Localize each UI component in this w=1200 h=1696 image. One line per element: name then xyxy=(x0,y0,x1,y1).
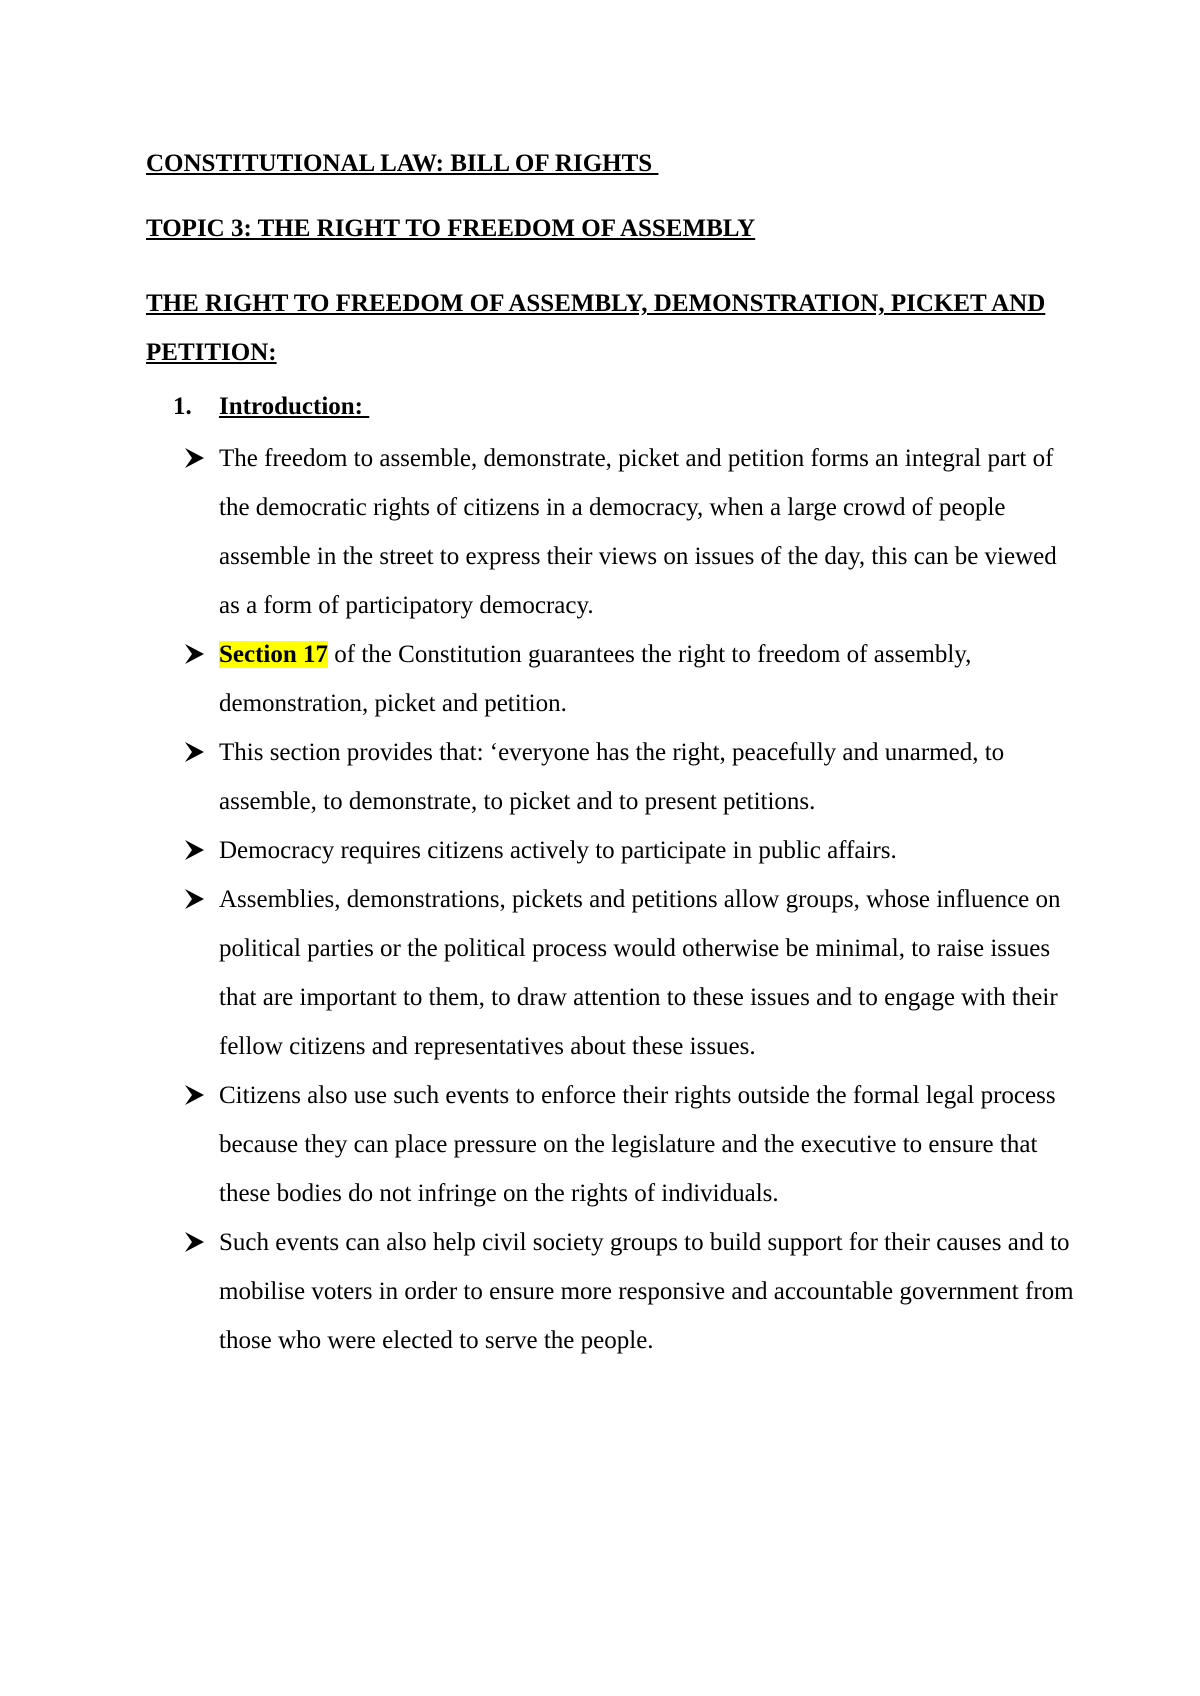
list-item xyxy=(183,728,1083,826)
list-item xyxy=(183,1071,1083,1218)
bullet-text: of the Constitution guarantees the right to freedom of assembly, demonstration, picket and petition. xyxy=(219,641,972,717)
section-number: 1. xyxy=(173,393,192,420)
highlighted-section-ref: Section 17 xyxy=(219,641,329,668)
section-label: Introduction: xyxy=(219,393,370,420)
arrowhead-bullet-icon xyxy=(183,447,205,469)
arrowhead-bullet-icon xyxy=(183,839,205,861)
bullet-text: Assemblies, demonstrations, pickets and petitions allow groups, whose influence on political parties or the political process would otherwise be minimal, to raise issues that are important to them, to draw attention to these issues and to engage with their fellow citizens and representatives about these issues. xyxy=(219,886,1061,1060)
list-item xyxy=(183,1218,1083,1365)
bullet-text: Citizens also use such events to enforce their rights outside the formal legal process because they can place pressure on the legislature and the executive to ensure that these bodies do not infringe on the rights of individuals. xyxy=(219,1082,1056,1207)
list-item xyxy=(183,826,1083,875)
arrowhead-bullet-icon xyxy=(183,741,205,763)
bullet-text: The freedom to assemble, demonstrate, picket and petition forms an integral part of the democratic rights of citizens in a democracy, when a large crowd of people assemble in the street to express their views on issues of the day, this can be viewed as a form of participatory democracy. xyxy=(219,445,1057,619)
arrowhead-bullet-icon xyxy=(183,643,205,665)
topic-heading: TOPIC 3: THE RIGHT TO FREEDOM OF ASSEMBLY xyxy=(146,215,756,242)
arrowhead-bullet-icon xyxy=(183,1231,205,1253)
bullet-text: Such events can also help civil society groups to build support for their causes and to mobilise voters in order to ensure more responsive and accountable government from those who were elected to serve the people. xyxy=(219,1229,1074,1354)
bullet-text: Democracy requires citizens actively to participate in public affairs. xyxy=(219,837,897,864)
arrowhead-bullet-icon xyxy=(183,1084,205,1106)
bullet-text: This section provides that: ‘everyone has the right, peacefully and unarmed, to assemble, to demonstrate, to picket and to present petitions. xyxy=(219,739,1005,815)
document-title: CONSTITUTIONAL LAW: BILL OF RIGHTS xyxy=(146,150,659,177)
list-item xyxy=(183,875,1083,1071)
arrowhead-bullet-icon xyxy=(183,888,205,910)
subtitle-heading: THE RIGHT TO FREEDOM OF ASSEMBLY, DEMONSTRATION, PICKET AND PETITION: xyxy=(146,290,1046,366)
section-heading xyxy=(173,392,369,422)
list-item xyxy=(183,434,1083,630)
list-item xyxy=(183,630,1083,728)
bullet-list xyxy=(183,434,1083,1365)
